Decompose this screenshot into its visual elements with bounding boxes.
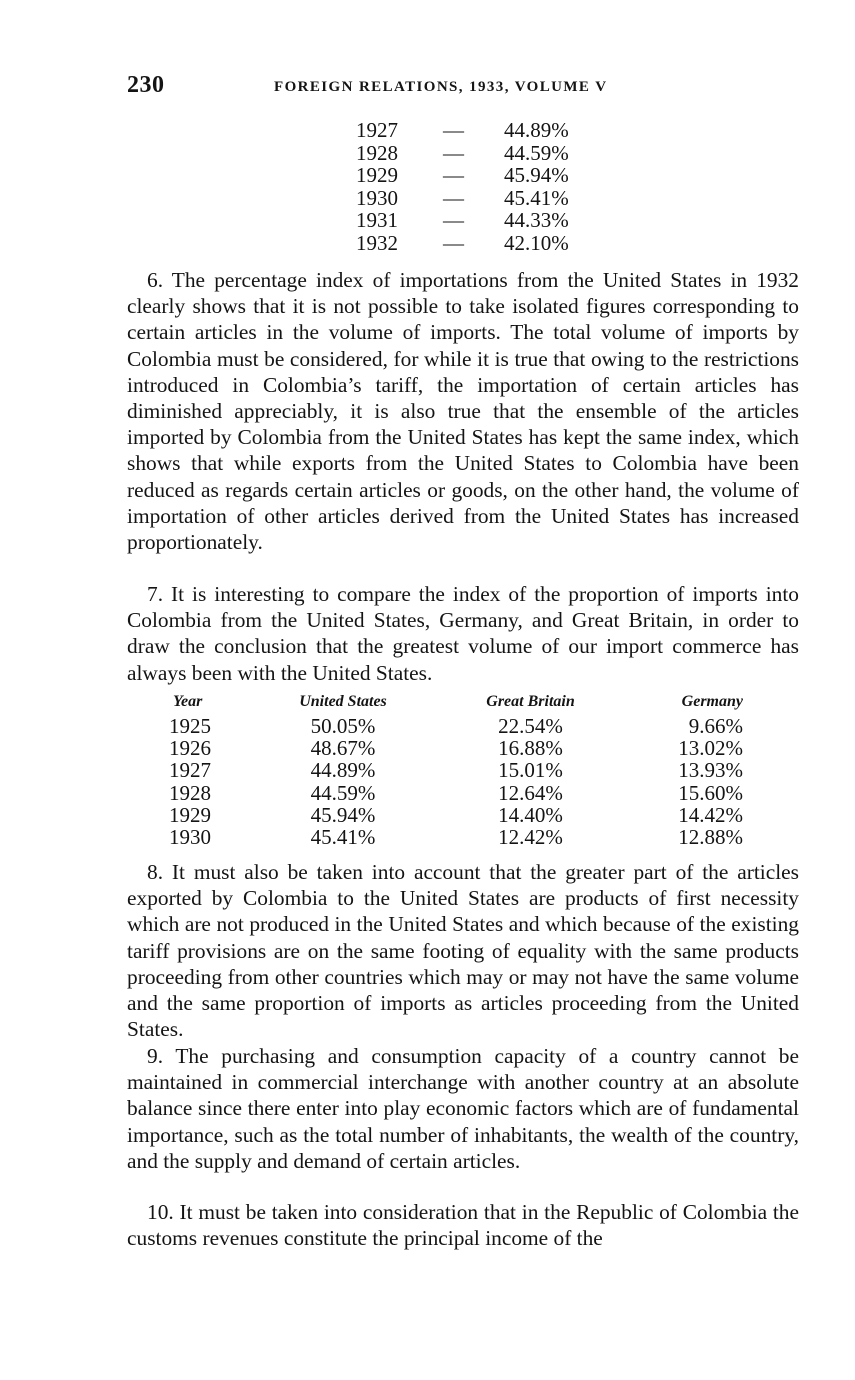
paragraph-10: 10. It must be taken into consideration that in the Republic of Colombia the customs revenues constitute the principal income of the [127, 1200, 799, 1251]
year-cell: 1928 [356, 140, 398, 165]
germany-cell: 14.42% [678, 802, 743, 827]
table-row [163, 737, 763, 759]
united-states-cell: 44.89% [310, 758, 376, 783]
year-index-row [356, 209, 616, 232]
percent-cell: 44.33% [504, 208, 569, 233]
table-row [163, 715, 763, 737]
germany-cell: 9.66% [688, 714, 743, 738]
great-britain-cell: 14.40% [498, 802, 563, 827]
year-cell: 1932 [356, 230, 398, 255]
united-states-cell: 50.05% [310, 714, 376, 738]
germany-cell: 12.88% [678, 824, 743, 849]
header-germany: Germany [681, 693, 743, 710]
year-cell: 1930 [169, 824, 211, 849]
dash-cell: — [443, 230, 464, 255]
great-britain-cell: 22.54% [498, 714, 563, 738]
germany-cell: 13.02% [678, 736, 743, 761]
page-header [127, 72, 799, 104]
table-row [163, 826, 763, 848]
percent-cell: 44.59% [504, 140, 569, 165]
running-head: FOREIGN RELATIONS, 1933, VOLUME V [274, 79, 608, 95]
paragraph-6: 6. The percentage index of importations from the United States in 1932 clearly shows that it is not possible to take isolated figures corresponding to certain articles in the volume of imports. The total volume of imports by Colombia must be considered, for while it is true that owing to the restrictions introduced in Colombia’s tariff, the importation of certain articles has diminished appreciably, it is also true that the ensemble of the articles imported by Colombia from the United States has kept the same index, which shows that while exports from the United States to Colombia have been reduced as regards certain articles or goods, on the other hand, the volume of importation of other articles derived from the United States has increased proportionately. [127, 268, 799, 555]
great-britain-cell: 12.42% [498, 824, 563, 849]
year-cell: 1931 [356, 208, 398, 233]
table-row [163, 782, 763, 804]
year-index-row [356, 232, 616, 255]
dash-cell: — [443, 208, 464, 233]
table-row [163, 759, 763, 781]
dash-cell: — [443, 163, 464, 188]
percent-cell: 45.94% [504, 163, 569, 188]
percent-cell: 44.89% [504, 118, 569, 142]
dash-cell: — [443, 140, 464, 165]
page-number: 230 [127, 72, 165, 98]
united-states-cell: 44.59% [310, 780, 376, 805]
year-index-row [356, 142, 616, 165]
united-states-cell: 45.94% [310, 802, 376, 827]
header-year: Year [173, 693, 203, 710]
great-britain-cell: 16.88% [498, 736, 563, 761]
paragraph-8: 8. It must also be taken into account that the greater part of the articles exported by Colombia to the United States are products of first necessity which are not produced in the United States and which because of the existing tariff provisions are on the same footing of equality with the same products proceeding from other countries which may or may not have the same volume and the same proportion of imports as articles proceeding from the United States. [127, 860, 799, 1042]
great-britain-cell: 15.01% [498, 758, 563, 783]
year-cell: 1928 [169, 780, 211, 805]
year-cell: 1927 [169, 758, 211, 783]
dash-cell: — [443, 185, 464, 210]
year-cell: 1929 [356, 163, 398, 188]
paragraph-9: 9. The purchasing and consumption capacity of a country cannot be maintained in commercial interchange with another country at an absolute balance since there enter into play economic factors which are of fundamental importance, such as the total number of inhabitants, the wealth of the country, and the supply and demand of certain articles. [127, 1044, 799, 1173]
paragraph-7: 7. It is interesting to compare the index of the proportion of imports into Colombia from the United States, Germany, and Great Britain, in order to draw the conclusion that the greatest volume of our import commerce has always been with the United States. [127, 582, 799, 685]
germany-cell: 13.93% [678, 758, 743, 783]
year-cell: 1930 [356, 185, 398, 210]
dash-cell: — [443, 118, 464, 142]
us-import-index-list [356, 119, 616, 255]
year-cell: 1926 [169, 736, 211, 761]
year-cell: 1927 [356, 118, 398, 142]
table-header-row [163, 693, 763, 715]
header-great-britain: Great Britain [486, 693, 575, 710]
percent-cell: 42.10% [504, 230, 569, 255]
year-cell: 1929 [169, 802, 211, 827]
year-cell: 1925 [169, 714, 211, 738]
germany-cell: 15.60% [678, 780, 743, 805]
great-britain-cell: 12.64% [498, 780, 563, 805]
table-row [163, 804, 763, 826]
year-index-row [356, 187, 616, 210]
year-index-row [356, 164, 616, 187]
year-index-row [356, 119, 616, 142]
header-united-states: United States [299, 693, 387, 710]
united-states-cell: 48.67% [310, 736, 376, 761]
united-states-cell: 45.41% [310, 824, 376, 849]
percent-cell: 45.41% [504, 185, 569, 210]
import-proportion-table [163, 693, 763, 848]
